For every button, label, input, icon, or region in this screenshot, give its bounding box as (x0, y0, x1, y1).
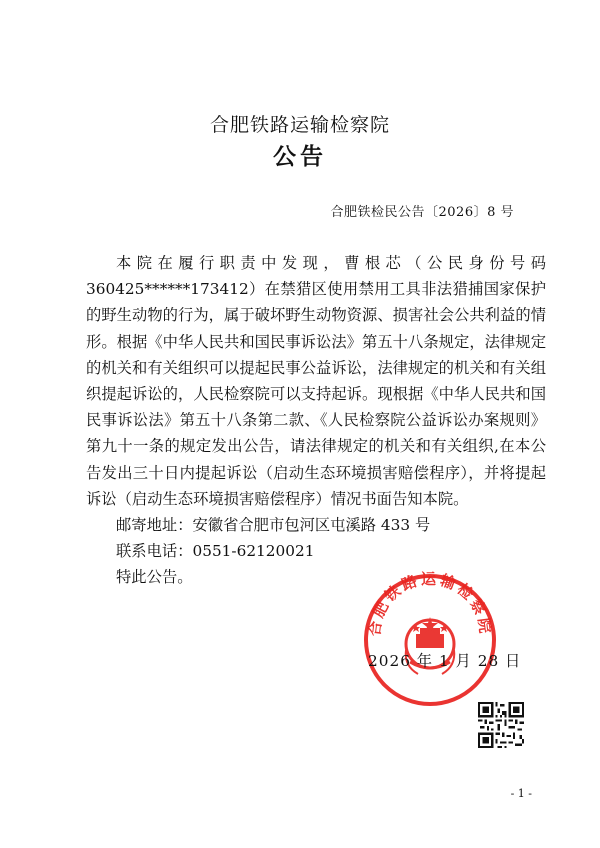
main-paragraph: 本院在履行职责中发现，曹根芯（公民身份号码 360425******173412）在禁猎区使用禁用工具非法猎捕国家保护的野生动物的行为，属于破坏野生动物资源、损害社会公共利益的情形。根据《中华人民共和国民事诉讼法》第五十八条规定，法律规定的机关和有关组织可以提起民事公益诉讼，法律规定的机关和有关组织提起诉讼的，人民检察院可以支持起诉。现根据《中华人民共和国民事诉讼法》第五十八条第二款、《人民检察院公益诉讼办案规则》第九十一条的规定发出公告，请法律规定的机关和有关组织,在本公告发出三十日内提起诉讼（启动生态环境损害赔偿程序），并将提起诉讼（启动生态环境损害赔偿程序）情况书面告知本院。 (86, 254, 546, 508)
svg-text:合肥铁路运输检察院: 合肥铁路运输检察院 (365, 570, 495, 638)
page-number: - 1 - (510, 787, 532, 800)
mailing-address: 邮寄地址：安徽省合肥市包河区屯溪路 433 号 (116, 516, 431, 535)
official-seal-stamp (360, 570, 500, 710)
announcement-body (86, 250, 546, 591)
closing-statement: 特此公告。 (116, 568, 193, 587)
contact-phone: 联系电话：0551-62120021 (116, 542, 315, 561)
qr-code (478, 702, 524, 748)
organization-title: 合肥铁路运输检察院 (209, 114, 390, 136)
document-number: 合肥铁检民公告〔2026〕8 号 (330, 205, 514, 220)
document-title: 公告 (273, 143, 327, 170)
issue-date: 2026 年 1 月 28 日 (368, 652, 522, 670)
